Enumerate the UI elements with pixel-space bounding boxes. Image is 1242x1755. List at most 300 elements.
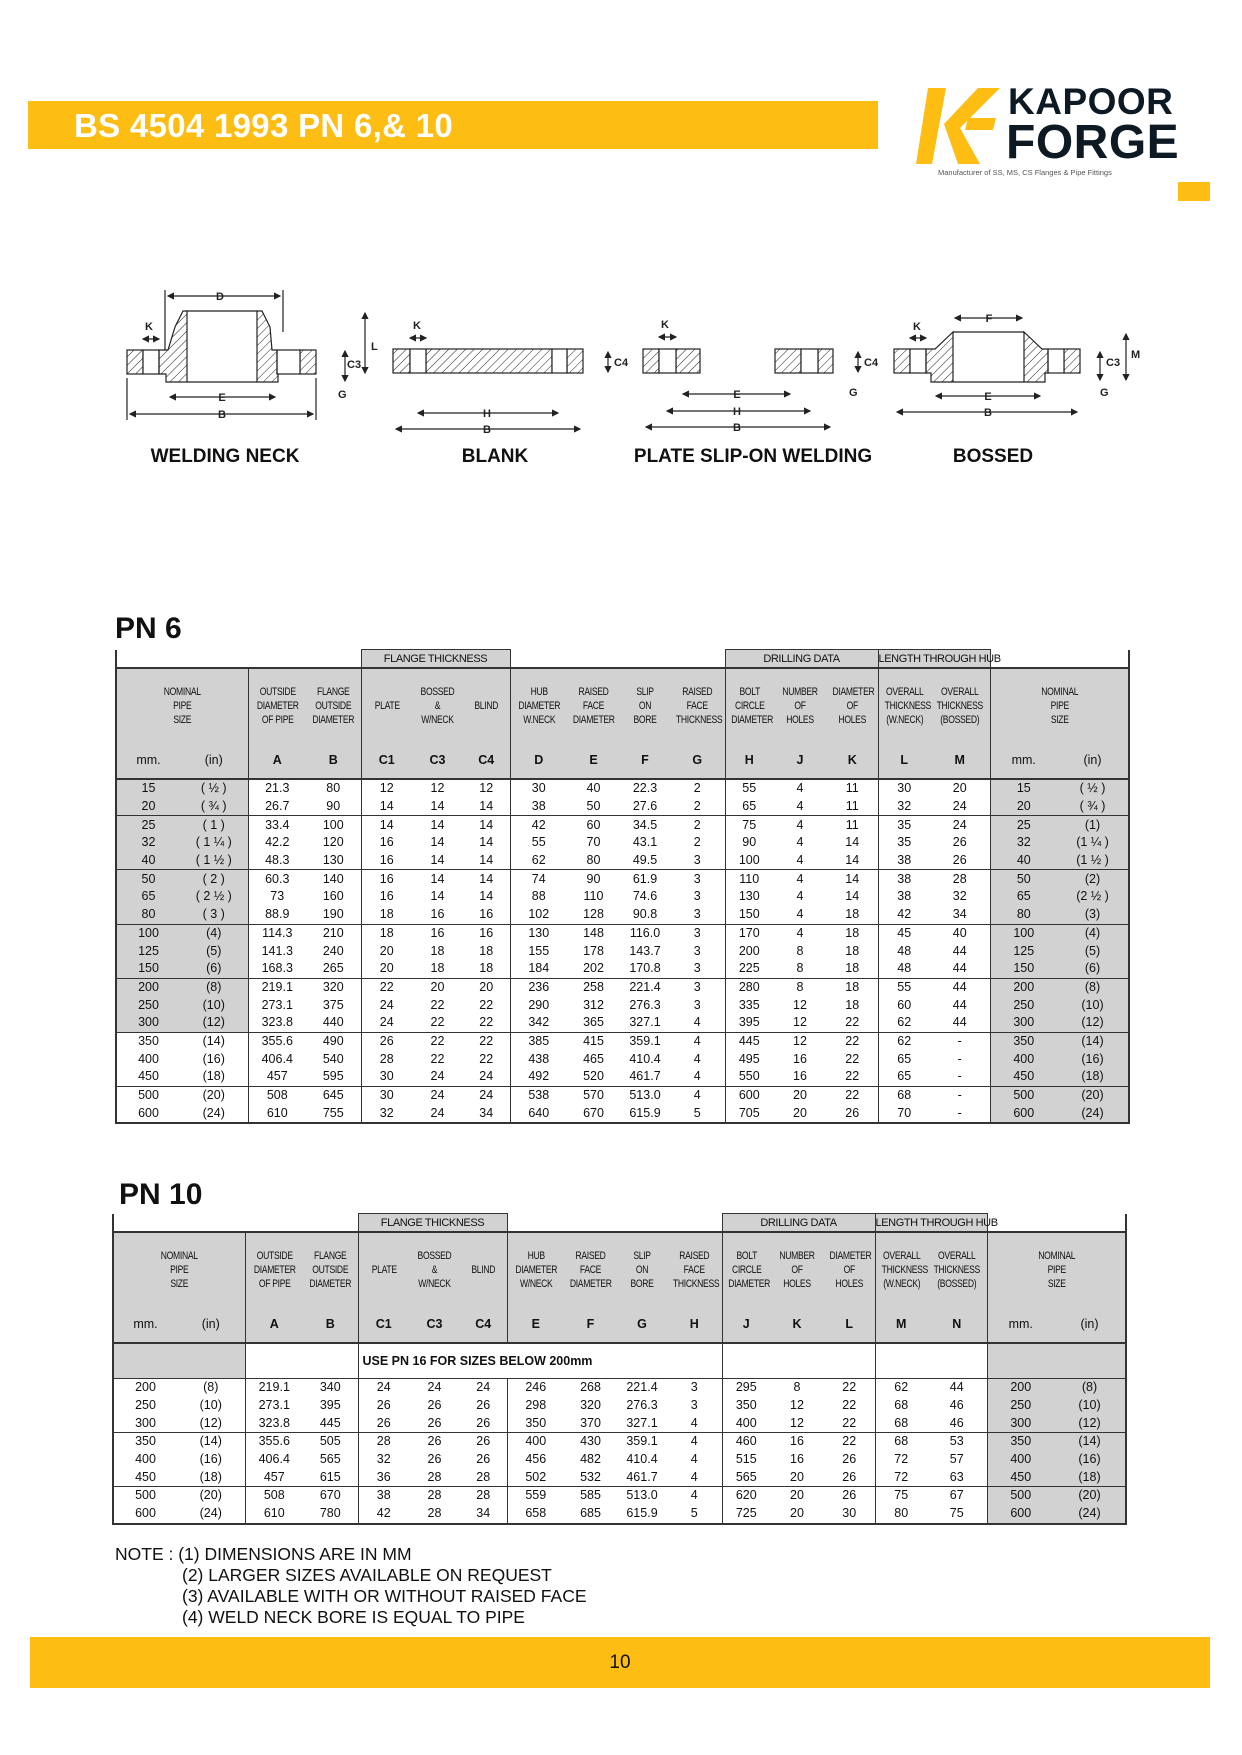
table-cell: 16 — [770, 1433, 824, 1451]
table-cell: 14 — [412, 816, 463, 834]
table-cell: 2 — [693, 799, 701, 814]
table-cell: 90 — [326, 799, 341, 814]
column-header-line: NOMINAL — [163, 685, 201, 698]
table-cell: 14 — [845, 835, 860, 850]
table-cell: 42.2 — [248, 834, 306, 852]
table-cell: 250 — [987, 1397, 1054, 1415]
table-cell: 280 — [725, 978, 773, 996]
table-cell: (2 ½ ) — [1057, 888, 1129, 906]
table-cell: 14 — [827, 870, 878, 888]
table-cell: 74.6 — [632, 889, 658, 904]
table-cell: 80 — [990, 906, 1057, 924]
table-cell: 538 — [510, 1086, 567, 1104]
table-cell: 20 — [773, 1086, 827, 1104]
table-cell: 3 — [693, 961, 701, 976]
table-cell: 70 — [878, 1104, 930, 1123]
dim-label: H — [483, 408, 491, 420]
kf-logo-mark-icon — [916, 88, 1006, 168]
table-row — [116, 1104, 1129, 1123]
table-cell: 25 — [116, 816, 180, 834]
table-cell: (8) — [1057, 978, 1129, 996]
table-cell: 42 — [878, 906, 930, 924]
table-cell: 508 — [248, 1086, 306, 1104]
dim-label: C3 — [347, 359, 362, 371]
table-cell: (8) — [203, 1380, 219, 1395]
table-cell: 28 — [460, 1487, 507, 1505]
dim-label: B — [984, 407, 992, 419]
table-cell: 450 — [135, 1469, 156, 1484]
column-header-line: OF — [846, 699, 858, 712]
table-cell: 600 — [725, 1086, 773, 1104]
table-cell: 14 — [430, 889, 445, 904]
table-row — [116, 996, 1129, 1014]
table-cell: ( ½ ) — [1057, 779, 1129, 798]
table-cell: 3 — [693, 943, 701, 958]
dim-label: E — [984, 391, 992, 403]
group-spacer — [990, 650, 1129, 669]
table-cell: 40 — [990, 852, 1057, 870]
column-header-line: BOLT — [735, 1249, 757, 1262]
bossed-drawing — [894, 313, 1140, 419]
table-cell: (16) — [1057, 1050, 1129, 1068]
table-cell: 22 — [827, 1086, 878, 1104]
column-header — [361, 668, 412, 742]
table-cell: 55 — [878, 978, 930, 996]
table-cell: 44 — [952, 961, 967, 976]
column-header — [827, 668, 878, 742]
dim-label: D — [216, 291, 224, 303]
table-cell: 43.1 — [632, 835, 658, 850]
table-cell: 265 — [322, 961, 344, 976]
table-cell: 63 — [949, 1469, 964, 1484]
table-cell: 22 — [842, 1415, 857, 1430]
column-letter: L — [824, 1306, 875, 1343]
table-cell: 350 — [116, 1032, 180, 1050]
table-row — [116, 924, 1129, 942]
table-cell: 22 — [845, 1069, 860, 1084]
column-header — [507, 1232, 564, 1306]
table-cell: 20 — [361, 942, 412, 960]
table-cell: 4 — [667, 1487, 722, 1505]
column-header — [875, 1232, 927, 1306]
column-letter: J — [722, 1306, 770, 1343]
table-cell: 540 — [322, 1051, 344, 1066]
table-cell: 610 — [248, 1104, 306, 1123]
column-header — [722, 1232, 770, 1306]
table-cell: (4) — [180, 924, 248, 942]
table-cell: 26 — [358, 1397, 409, 1415]
column-header-line: DIAMETER — [514, 1263, 557, 1276]
column-letter: H — [667, 1306, 722, 1343]
note-spacer — [875, 1343, 987, 1379]
column-header-line: CIRCLE — [734, 699, 765, 712]
column-header — [878, 668, 930, 742]
column-letter: G — [617, 1306, 667, 1343]
table-cell: 2 — [693, 781, 701, 796]
table-cell: 8 — [796, 961, 804, 976]
table-cell: 30 — [361, 1068, 412, 1086]
column-letter: C1 — [361, 742, 412, 779]
column-header-line: ON — [638, 699, 652, 712]
table-cell: 3 — [693, 907, 701, 922]
table-cell: - — [957, 1105, 962, 1120]
table-cell: 15 — [116, 779, 180, 798]
column-header-line: FLANGE — [314, 1249, 347, 1262]
table-cell: 24 — [430, 1105, 445, 1120]
table-cell: 80 — [326, 781, 341, 796]
column-letter: L — [878, 742, 930, 779]
table-cell: (1 ¼ ) — [1057, 834, 1129, 852]
table-cell: 508 — [245, 1487, 303, 1505]
table-cell: 250 — [116, 996, 180, 1014]
table-cell: 406.4 — [245, 1451, 303, 1469]
table-cell: 125 — [116, 942, 180, 960]
group-spacer — [510, 650, 725, 669]
column-header-line: OUTSIDE — [256, 1249, 293, 1262]
column-header-line: BLIND — [474, 699, 499, 712]
column-header-line: DIAMETER — [312, 713, 355, 726]
table-cell: 44 — [952, 997, 967, 1012]
table-cell: 68 — [875, 1433, 927, 1451]
plate-slip-on-drawing — [643, 319, 879, 434]
table-cell: 200 — [990, 978, 1057, 996]
table-cell: 55 — [510, 834, 567, 852]
column-header-line: & — [434, 699, 441, 712]
column-header-line: (W.NECK) — [885, 713, 923, 726]
column-header-line: (BOSSED) — [937, 1277, 977, 1290]
table-cell: 600 — [990, 1104, 1057, 1123]
table-row — [116, 1014, 1129, 1032]
table-cell: 22 — [361, 978, 412, 996]
table-cell: (18) — [1057, 1068, 1129, 1086]
table-cell: 38 — [358, 1487, 409, 1505]
column-letter: K — [827, 742, 878, 779]
column-header-line: DIAMETER — [832, 685, 875, 698]
table-cell: 22 — [430, 1051, 445, 1066]
table-cell: 513.0 — [620, 1086, 670, 1104]
table-cell: 290 — [510, 996, 567, 1014]
table-cell: 40 — [930, 924, 990, 942]
table-cell: 273.1 — [245, 1397, 303, 1415]
table-cell: 461.7 — [626, 1469, 658, 1484]
table-cell: 327.1 — [626, 1415, 658, 1430]
table-cell: ( ½ ) — [180, 779, 248, 798]
column-header — [990, 668, 1129, 742]
table-cell: 170.8 — [629, 961, 661, 976]
column-header — [667, 1232, 722, 1306]
table-cell: 46 — [949, 1398, 964, 1413]
table-cell: 400 — [990, 1050, 1057, 1068]
table-cell: 25 — [990, 816, 1057, 834]
table-cell: (18) — [202, 1069, 225, 1084]
table-cell: 440 — [322, 1015, 344, 1030]
column-header-line: DIAMETER — [253, 1263, 296, 1276]
table-cell: 55 — [725, 779, 773, 798]
table-cell: 14 — [479, 835, 494, 850]
table-cell: 42 — [510, 816, 567, 834]
table-cell: 14 — [479, 853, 494, 868]
table-cell: 500 — [113, 1487, 177, 1505]
column-header-line: W/NECK — [519, 1277, 552, 1290]
table-cell: 640 — [510, 1104, 567, 1123]
column-letter-row — [116, 742, 1129, 779]
column-header — [116, 668, 248, 742]
table-cell: 38 — [510, 798, 567, 816]
table-cell: 22 — [845, 1051, 860, 1066]
note-spacer — [245, 1343, 358, 1379]
column-header — [770, 1232, 824, 1306]
column-header — [463, 668, 510, 742]
table-row — [113, 1414, 1126, 1432]
column-header — [617, 1232, 667, 1306]
table-cell: 22 — [845, 1015, 860, 1030]
table-cell: 323.8 — [248, 1014, 306, 1032]
table-row — [116, 779, 1129, 798]
table-cell: 50 — [586, 799, 601, 814]
column-header — [824, 1232, 875, 1306]
column-header-line: DIAMETER — [829, 1249, 872, 1262]
table-cell: 40 — [586, 781, 601, 796]
column-letter: C3 — [409, 1306, 460, 1343]
table-cell: 500 — [987, 1487, 1054, 1505]
table-cell: 221.4 — [620, 978, 670, 996]
table-cell: 14 — [412, 870, 463, 888]
table-cell: 221.4 — [626, 1380, 658, 1395]
table-cell: 14 — [430, 835, 445, 850]
table-cell: 532 — [580, 1469, 601, 1484]
dim-label: G — [338, 389, 347, 401]
column-header-line: SLIP — [636, 685, 654, 698]
logo-text-forge: FORGE — [1006, 116, 1180, 169]
column-header-line: ON — [635, 1263, 649, 1276]
table-cell: ( ¾ ) — [1057, 798, 1129, 816]
column-letter: D — [510, 742, 567, 779]
dim-label: K — [661, 319, 669, 331]
column-header-line: SIZE — [1047, 1277, 1066, 1290]
table-cell: 240 — [322, 943, 344, 958]
column-header-line: HUB — [530, 685, 548, 698]
table-cell: 143.7 — [629, 943, 661, 958]
table-cell: 18 — [845, 943, 860, 958]
table-cell: 565 — [319, 1452, 341, 1467]
table-cell: 38 — [878, 852, 930, 870]
column-header-line: BOLT — [738, 685, 760, 698]
table-cell: 250 — [990, 996, 1057, 1014]
table-cell: (3) — [1057, 906, 1129, 924]
note-2: (2) LARGER SIZES AVAILABLE ON REQUEST — [182, 1565, 552, 1585]
table-cell: (16) — [202, 1051, 225, 1066]
table-cell: 32 — [116, 834, 180, 852]
column-header-line: CIRCLE — [731, 1263, 762, 1276]
table-cell: 202 — [583, 961, 604, 976]
note-1: NOTE : (1) DIMENSIONS ARE IN MM — [115, 1544, 412, 1564]
table-cell: 20 — [116, 798, 180, 816]
table-cell: 14 — [479, 799, 494, 814]
column-header-line: W.NECK — [522, 713, 555, 726]
table-cell: 12 — [790, 1415, 804, 1430]
table-cell: (14) — [180, 1032, 248, 1050]
table-cell: 26 — [358, 1414, 409, 1432]
table-cell: (6) — [180, 960, 248, 978]
table-cell: 18 — [361, 906, 412, 924]
table-cell: 44 — [949, 1380, 964, 1395]
table-cell: 4 — [796, 799, 804, 814]
table-cell: 410.4 — [626, 1452, 658, 1467]
column-header-line: (BOSSED) — [940, 713, 980, 726]
table-cell: 355.6 — [248, 1032, 306, 1050]
note-right-cell — [987, 1343, 1126, 1379]
table-cell: 36 — [358, 1468, 409, 1486]
kapoor-forge-logo — [916, 81, 1180, 179]
table-cell: 16 — [463, 924, 510, 942]
table-cell: 200 — [116, 978, 180, 996]
table-cell: 67 — [927, 1487, 987, 1505]
table-cell: (20) — [1054, 1487, 1126, 1505]
table-cell: (12) — [1054, 1414, 1126, 1432]
column-header-line: OVERALL — [941, 685, 979, 698]
table-cell: 32 — [878, 798, 930, 816]
table-cell: 116.0 — [620, 924, 670, 942]
column-header-row — [116, 668, 1129, 742]
dim-label: C4 — [614, 357, 629, 369]
table-cell: 16 — [361, 852, 412, 870]
table-cell: 190 — [322, 907, 344, 922]
table-cell: 375 — [322, 997, 344, 1012]
table-cell: 60 — [567, 816, 620, 834]
column-header-line: NOMINAL — [1037, 1249, 1075, 1262]
column-header-line: RAISED — [578, 685, 609, 698]
column-header-line: W/NECK — [421, 713, 454, 726]
table-cell: 4 — [773, 816, 827, 834]
table-cell: 219.1 — [248, 978, 306, 996]
table-cell: 184 — [510, 960, 567, 978]
table-cell: 645 — [306, 1086, 361, 1104]
table-cell: 8 — [796, 943, 804, 958]
table-cell: 90 — [725, 834, 773, 852]
column-letter: N — [927, 1306, 987, 1343]
table-cell: 685 — [580, 1506, 601, 1521]
table-cell: 80 — [875, 1505, 927, 1524]
column-header-line: OVERALL — [885, 685, 923, 698]
column-header-line: DIAMETER — [572, 713, 615, 726]
column-header-line: SIZE — [1050, 713, 1069, 726]
table-cell: 2 — [670, 816, 725, 834]
table-cell: 18 — [430, 943, 445, 958]
table-cell: 450 — [138, 1069, 159, 1084]
table-cell: 14 — [463, 816, 510, 834]
table-cell: 20 — [770, 1487, 824, 1505]
table-cell: (20) — [1057, 1086, 1129, 1104]
table-cell: 725 — [722, 1505, 770, 1524]
table-cell: 28 — [358, 1433, 409, 1451]
table-cell: 3 — [693, 889, 701, 904]
column-header-line: FACE — [686, 699, 708, 712]
diagram-label-slip-on: PLATE SLIP-ON WELDING — [633, 446, 873, 467]
table-cell: 14 — [463, 870, 510, 888]
table-row — [116, 1032, 1129, 1050]
column-header — [409, 1232, 460, 1306]
table-cell: - — [930, 1086, 990, 1104]
table-cell: 38 — [878, 888, 930, 906]
table-cell: 32 — [358, 1451, 409, 1469]
table-cell: (14) — [1054, 1433, 1126, 1451]
table-cell: 88.9 — [248, 906, 306, 924]
notes — [115, 1544, 587, 1628]
table-cell: 48 — [878, 942, 930, 960]
table-row — [116, 906, 1129, 924]
table-cell: 22 — [412, 1032, 463, 1050]
table-cell: 49.5 — [632, 853, 658, 868]
table-cell: 125 — [990, 942, 1057, 960]
table-cell: 515 — [722, 1451, 770, 1469]
table-cell: 65 — [878, 1068, 930, 1086]
table-cell: 34 — [476, 1506, 491, 1521]
table-cell: 615.9 — [626, 1506, 658, 1521]
table-cell: 80 — [586, 853, 601, 868]
table-cell: 20 — [463, 978, 510, 996]
table-cell: (5) — [180, 942, 248, 960]
table-cell: 22 — [827, 1032, 878, 1050]
table-cell: 395 — [319, 1398, 341, 1413]
logo-tagline: Manufacturer of SS, MS, CS Flanges & Pipe Fittings — [938, 168, 1112, 177]
table-cell: 65 — [878, 1050, 930, 1068]
table-cell: 4 — [693, 1069, 701, 1084]
table-row — [113, 1433, 1126, 1451]
table-cell: (8) — [1054, 1379, 1126, 1397]
column-letter: F — [564, 1306, 617, 1343]
column-header — [725, 668, 773, 742]
table-cell: 18 — [479, 943, 494, 958]
column-header-line: OF PIPE — [258, 1277, 291, 1290]
table-cell: 4 — [670, 1032, 725, 1050]
table-cell: 559 — [507, 1487, 564, 1505]
column-header — [113, 1232, 245, 1306]
note-row — [113, 1343, 1126, 1379]
table-cell: 200 — [725, 942, 773, 960]
table-cell: (6) — [1057, 960, 1129, 978]
column-header — [460, 1232, 507, 1306]
column-letter: E — [507, 1306, 564, 1343]
table-row — [116, 1050, 1129, 1068]
table-cell: 600 — [987, 1505, 1054, 1524]
table-cell: 12 — [793, 997, 807, 1012]
table-row — [116, 942, 1129, 960]
group-header-drilling: DRILLING DATA — [722, 1214, 875, 1233]
column-letter: H — [725, 742, 773, 779]
table-cell: (24) — [199, 1506, 222, 1521]
table-cell: 300 — [135, 1415, 156, 1430]
column-header-line: (W.NECK) — [882, 1277, 920, 1290]
table-cell: 450 — [987, 1468, 1054, 1486]
table-cell: 500 — [990, 1086, 1057, 1104]
blank-drawing — [393, 320, 629, 436]
table-cell: 110 — [583, 889, 604, 904]
table-cell: 75 — [725, 816, 773, 834]
column-header-line: PLATE — [374, 699, 400, 712]
table-cell: (16) — [199, 1452, 222, 1467]
column-header-line: DIAMETER — [256, 699, 299, 712]
table-cell: 88 — [510, 888, 567, 906]
table-row — [113, 1451, 1126, 1469]
table-row — [113, 1397, 1126, 1415]
table-cell: 12 — [773, 1032, 827, 1050]
table-cell: 250 — [135, 1398, 156, 1413]
table-cell: 24 — [952, 799, 967, 814]
table-cell: 3 — [670, 870, 725, 888]
table-cell: 90 — [567, 870, 620, 888]
table-cell: 385 — [510, 1032, 567, 1050]
column-header — [620, 668, 670, 742]
